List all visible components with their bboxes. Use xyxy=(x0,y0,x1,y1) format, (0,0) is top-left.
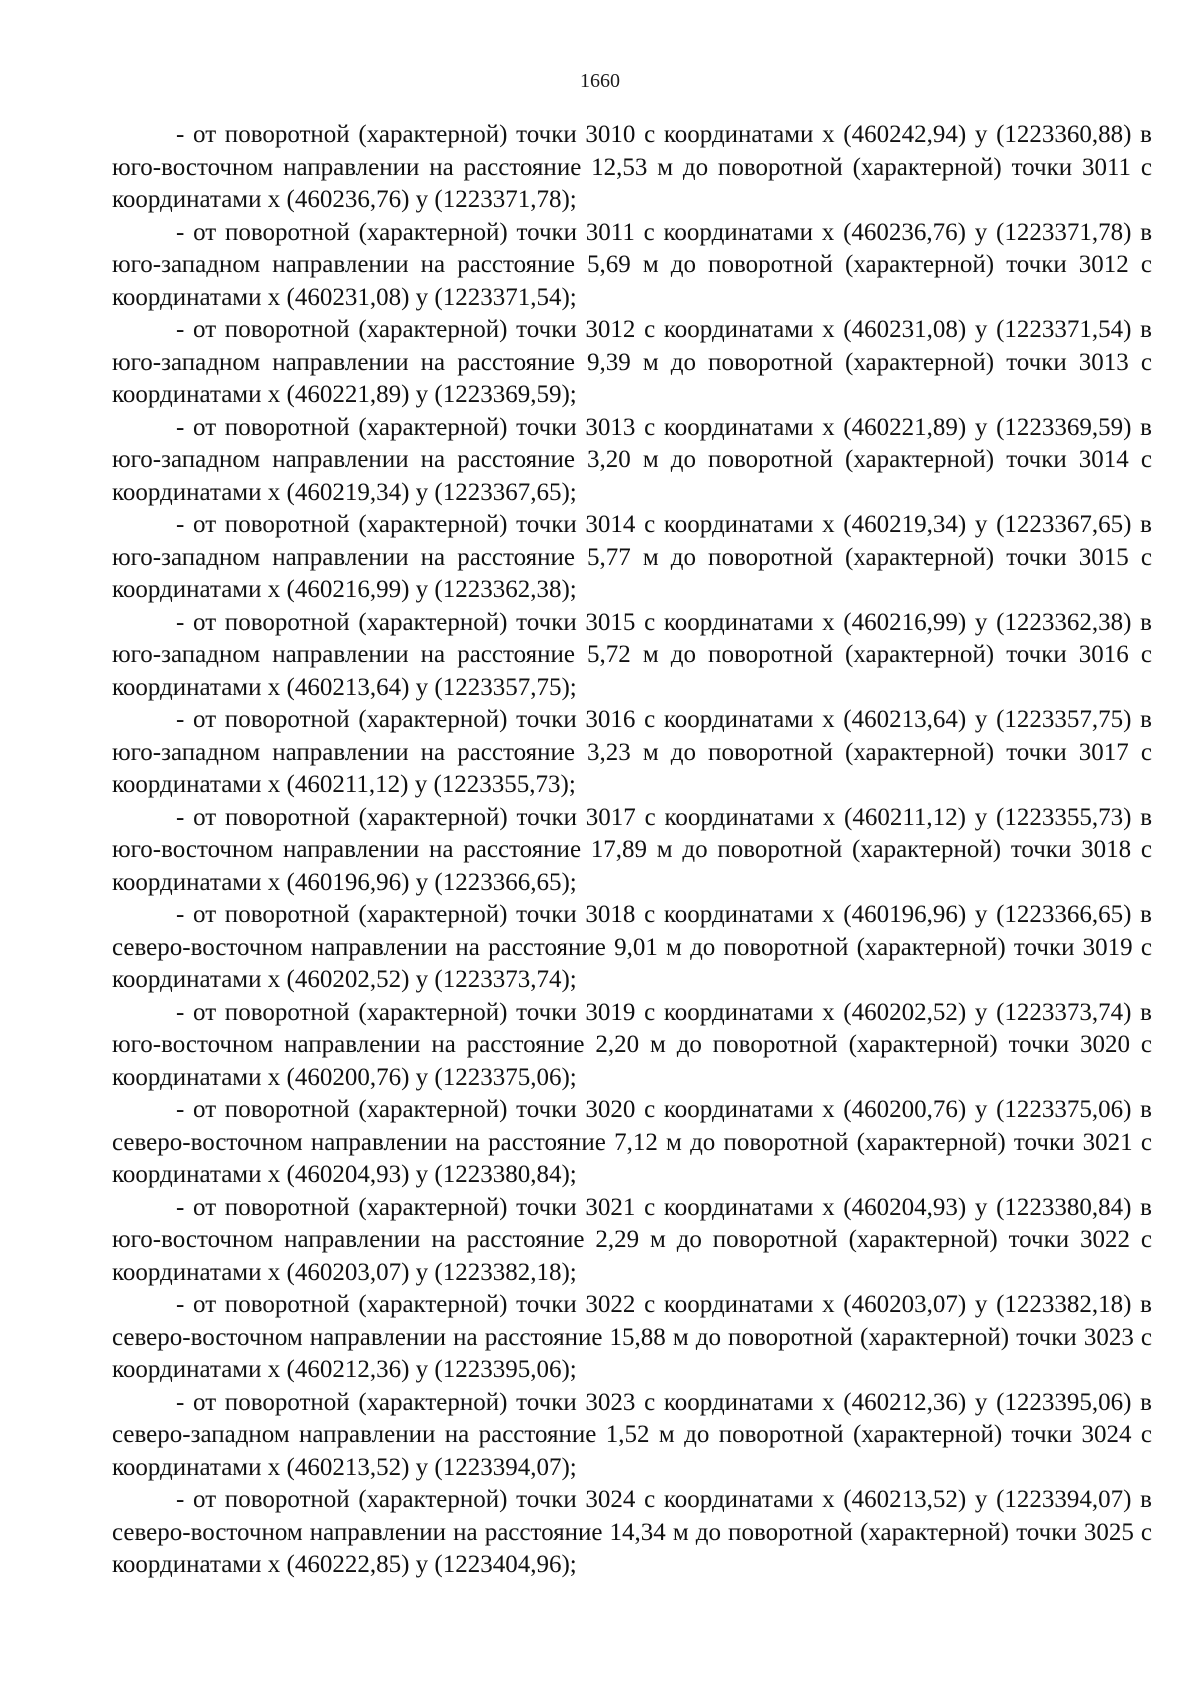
boundary-paragraph: - от поворотной (характерной) точки 3019 с координатами x (460202,52) y (1223373,74) в юго-восточном направлении на расстояние 2,20 м до поворотной (характерной) точки 3020 с координатами x (460200,76) y (1223375,06); xyxy=(112,998,1152,1091)
boundary-paragraph: - от поворотной (характерной) точки 3022 с координатами x (460203,07) y (1223382,18) в северо-восточном направлении на расстояние 15,88 м до поворотной (характерной) точки 3023 с координатами x (460212,36) y (1223395,06); xyxy=(112,1291,1152,1383)
page-number: 1660 xyxy=(580,70,620,92)
boundary-paragraph: - от поворотной (характерной) точки 3013 с координатами x (460221,89) y (1223369,59) в юго-западном направлении на расстояние 3,20 м до поворотной (характерной) точки 3014 с координатами x (460219,34) y (1223367,65); xyxy=(112,413,1152,506)
boundary-paragraph: - от поворотной (характерной) точки 3021 с координатами x (460204,93) y (1223380,84) в юго-восточном направлении на расстояние 2,29 м до поворотной (характерной) точки 3022 с координатами x (460203,07) y (1223382,18); xyxy=(112,1193,1152,1286)
boundary-paragraph: - от поворотной (характерной) точки 3017 с координатами x (460211,12) y (1223355,73) в юго-восточном направлении на расстояние 17,89 м до поворотной (характерной) точки 3018 с координатами x (460196,96) y (1223366,65); xyxy=(112,803,1152,896)
boundary-paragraph: - от поворотной (характерной) точки 3020 с координатами x (460200,76) y (1223375,06) в северо-восточном направлении на расстояние 7,12 м до поворотной (характерной) точки 3021 с координатами x (460204,93) y (1223380,84); xyxy=(112,1096,1152,1188)
document-body xyxy=(112,119,1152,1582)
boundary-paragraph: - от поворотной (характерной) точки 3011 с координатами x (460236,76) y (1223371,78) в юго-западном направлении на расстояние 5,69 м до поворотной (характерной) точки 3012 с координатами x (460231,08) y (1223371,54); xyxy=(112,218,1152,311)
boundary-paragraph: - от поворотной (характерной) точки 3010 с координатами x (460242,94) y (1223360,88) в юго-восточном направлении на расстояние 12,53 м до поворотной (характерной) точки 3011 с координатами x (460236,76) y (1223371,78); xyxy=(112,121,1152,213)
boundary-paragraph: - от поворотной (характерной) точки 3015 с координатами x (460216,99) y (1223362,38) в юго-западном направлении на расстояние 5,72 м до поворотной (характерной) точки 3016 с координатами x (460213,64) y (1223357,75); xyxy=(112,608,1152,701)
boundary-paragraph: - от поворотной (характерной) точки 3018 с координатами x (460196,96) y (1223366,65) в северо-восточном направлении на расстояние 9,01 м до поворотной (характерной) точки 3019 с координатами x (460202,52) y (1223373,74); xyxy=(112,901,1152,993)
boundary-paragraph: - от поворотной (характерной) точки 3014 с координатами x (460219,34) y (1223367,65) в юго-западном направлении на расстояние 5,77 м до поворотной (характерной) точки 3015 с координатами x (460216,99) y (1223362,38); xyxy=(112,511,1152,603)
boundary-paragraph: - от поворотной (характерной) точки 3024 с координатами x (460213,52) y (1223394,07) в северо-восточном направлении на расстояние 14,34 м до поворотной (характерной) точки 3025 с координатами x (460222,85) y (1223404,96); xyxy=(112,1486,1152,1578)
boundary-paragraph: - от поворотной (характерной) точки 3016 с координатами x (460213,64) y (1223357,75) в юго-западном направлении на расстояние 3,23 м до поворотной (характерной) точки 3017 с координатами x (460211,12) y (1223355,73); xyxy=(112,706,1152,798)
boundary-paragraph: - от поворотной (характерной) точки 3023 с координатами x (460212,36) y (1223395,06) в северо-западном направлении на расстояние 1,52 м до поворотной (характерной) точки 3024 с координатами x (460213,52) y (1223394,07); xyxy=(112,1388,1152,1481)
boundary-paragraph: - от поворотной (характерной) точки 3012 с координатами x (460231,08) y (1223371,54) в юго-западном направлении на расстояние 9,39 м до поворотной (характерной) точки 3013 с координатами x (460221,89) y (1223369,59); xyxy=(112,316,1152,408)
